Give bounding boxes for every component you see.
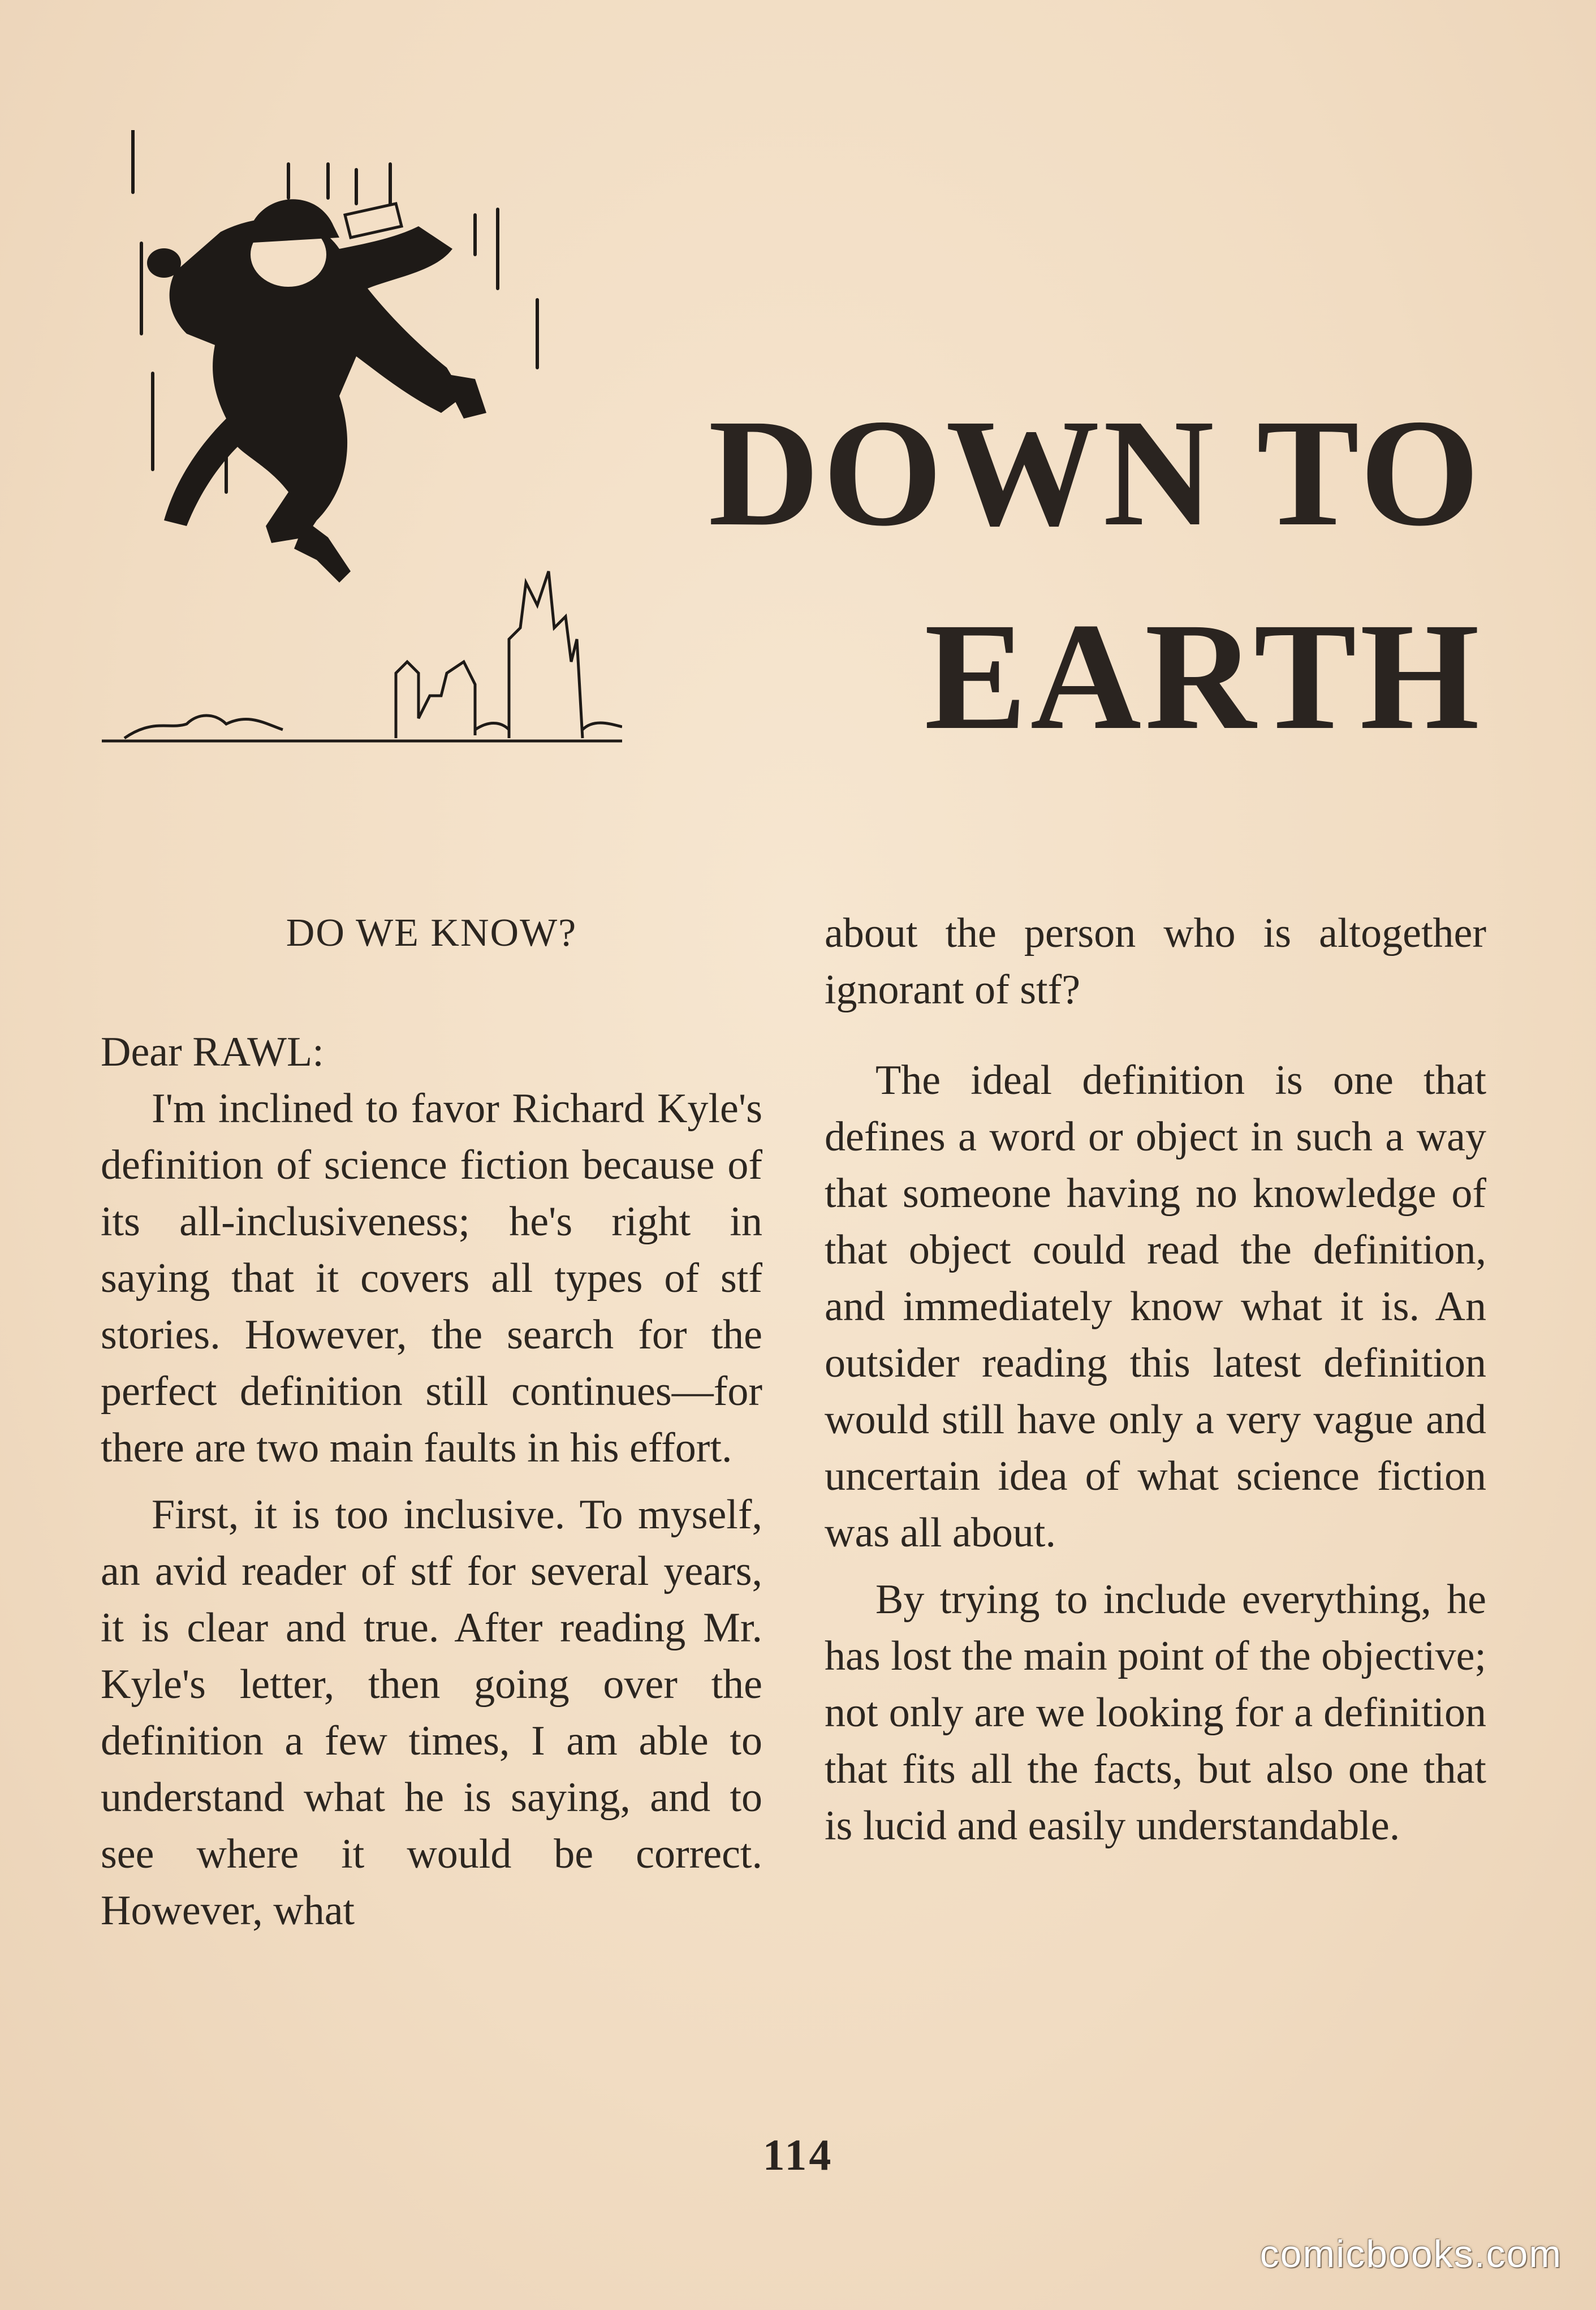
watermark: comicbooks.com xyxy=(1259,2233,1562,2275)
right-paragraph-2: The ideal definition is one that defines a word or object in such a way that someone having no knowledge of that object could read the definition, and immediately know what it is. An outsider reading this latest definition would still have only a very vague and uncertain idea of what science fiction was all about. xyxy=(825,1057,1486,1556)
left-paragraph-2: First, it is too inclusive. To myself, an avid reader of stf for several years, it is clear and true. After reading Mr. Kyle's letter, then going over the definition a few times, I am able to understand what he is saying, and to see where it would be correct. However, what xyxy=(101,1492,762,1934)
page-number: 114 xyxy=(762,2130,834,2179)
title-line-1: DOWN TO xyxy=(708,387,1483,558)
salutation: Dear RAWL: xyxy=(101,1029,324,1075)
right-column xyxy=(825,905,1486,1854)
section-heading: DO WE KNOW? xyxy=(286,911,577,955)
left-column xyxy=(101,905,762,1939)
right-paragraph-3: By trying to include everything, he has lost the main point of the objective; not only are we looking for a definition that fits all the facts, but also one that is lucid and easily understandable. xyxy=(825,1576,1486,1849)
title-line-2: EARTH xyxy=(924,591,1483,761)
right-paragraph-1: about the person who is altogether ignorant of stf? xyxy=(825,910,1486,1013)
falling-man-illustration xyxy=(102,130,622,752)
left-paragraph-1: I'm inclined to favor Richard Kyle's definition of science fiction because of its all-inclusiveness; he's right in saying that it covers all types of stf stories. However, the search for the perfect definition still continues—for there are two main faults in his effort. xyxy=(101,1085,762,1471)
